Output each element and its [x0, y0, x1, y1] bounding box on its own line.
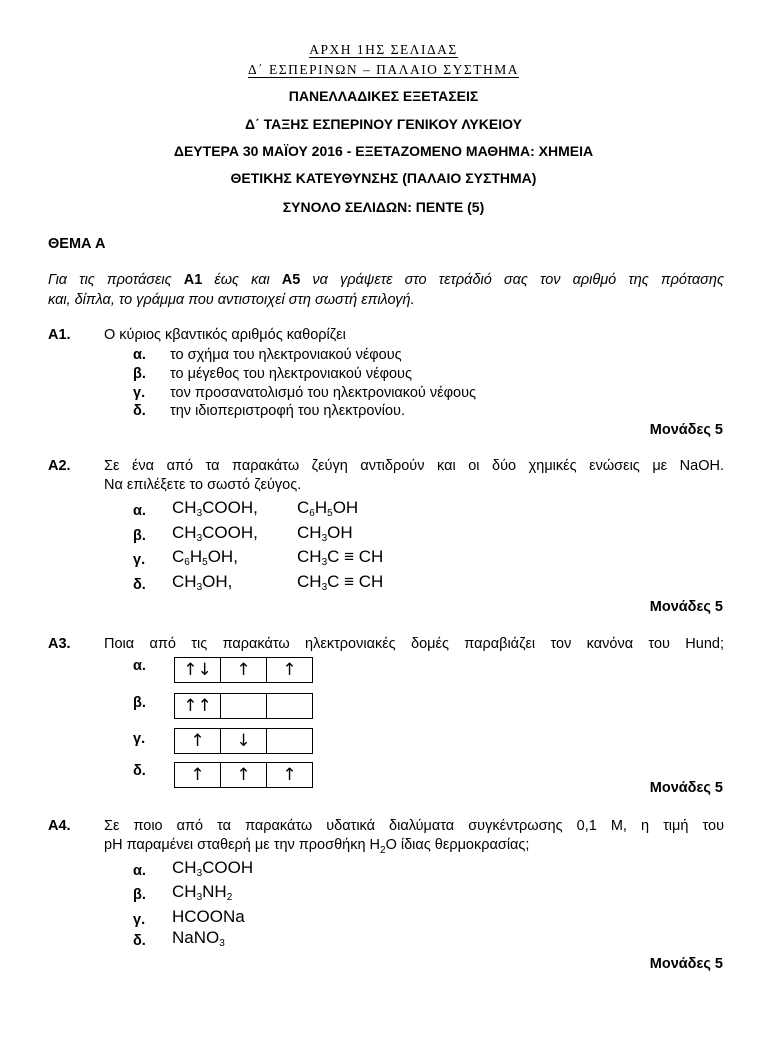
exam-track: ΘΕΤΙΚΗΣ ΚΑΤΕΥΘΥΝΣΗΣ (ΠΑΛΑΙΟ ΣΥΣΤΗΜΑ) — [230, 170, 537, 186]
option-letter: γ. — [133, 385, 146, 401]
orbital-box: ↑↑ — [175, 694, 221, 718]
formula-methanol: $CH_3OH$, — [172, 572, 233, 593]
option-letter: α. — [133, 347, 146, 363]
option-letter: β. — [133, 366, 146, 382]
option-letter: β. — [133, 887, 146, 903]
orbital-diagram-c — [174, 728, 313, 754]
question-a2-line2: Να επιλέξετε το σωστό ζεύγος. — [104, 477, 302, 493]
formula-acetic-acid: $CH_3COOH$ — [172, 858, 254, 879]
option-letter: δ. — [133, 763, 146, 779]
question-a3-label: Α3. — [48, 636, 71, 652]
option-letter: α. — [133, 658, 146, 674]
marks-a1: Μονάδες 5 — [649, 422, 723, 438]
orbital-box: ↑ — [221, 763, 267, 787]
question-a1-text: Ο κύριος κβαντικός αριθμός καθορίζει — [104, 327, 346, 343]
marks-a4: Μονάδες 5 — [649, 956, 723, 972]
orbital-box: ↓ — [221, 729, 267, 753]
orbital-box — [221, 694, 267, 718]
orbital-box: ↑ — [175, 729, 221, 753]
marks-a3: Μονάδες 5 — [649, 780, 723, 796]
option-letter: δ. — [133, 933, 146, 949]
exam-class: Δ΄ ΤΑΞΗΣ ΕΣΠΕΡΙΝΟΥ ΓΕΝΙΚΟΥ ΛΥΚΕΙΟΥ — [245, 116, 522, 132]
option-text: την ιδιοπεριστροφή του ηλεκτρονίου. — [170, 403, 405, 419]
option-letter: γ. — [133, 912, 146, 928]
option-letter: α. — [133, 863, 146, 879]
option-text: το σχήμα του ηλεκτρονιακού νέφους — [170, 347, 402, 363]
question-a3-text: Ποια από τις παρακάτω ηλεκτρονιακές δομές παραβιάζει τον κανόνα του Hund; — [104, 636, 724, 652]
instructions-line2: και, δίπλα, το γράμμα που αντιστοιχεί στη σωστή επιλογή. — [48, 292, 415, 308]
formula-methylamine: $CH_3NH_2$ — [172, 882, 233, 903]
orbital-box: ↑ — [221, 658, 267, 682]
page-header-line1: ΑΡΧΗ 1ΗΣ ΣΕΛΙΔΑΣ — [309, 42, 458, 57]
formula-propyne: $CH_3C$ ≡ CH — [297, 547, 384, 568]
option-text: το μέγεθος του ηλεκτρονιακού νέφους — [170, 366, 412, 382]
option-letter: δ. — [133, 403, 146, 419]
exam-page-count: ΣΥΝΟΛΟ ΣΕΛΙΔΩΝ: ΠΕΝΤΕ (5) — [282, 199, 485, 215]
orbital-box — [267, 694, 312, 718]
formula-sodium-formate: HCOONa — [172, 907, 245, 926]
orbital-box: ↑ — [175, 763, 221, 787]
option-letter: γ. — [133, 731, 146, 747]
option-letter: α. — [133, 503, 146, 519]
instructions-line1: Για τις προτάσεις Α1 έως και Α5 να γράψετε στο τετράδιό σας τον αριθμό της πρότασης — [48, 272, 725, 288]
formula-sodium-nitrate: NaNO$_3$ — [172, 928, 225, 949]
question-a4-label: Α4. — [48, 818, 71, 834]
option-text: τον προσανατολισμό του ηλεκτρονιακού νέφους — [170, 385, 476, 401]
question-a1-label: Α1. — [48, 327, 71, 343]
question-a2-line1: Σε ένα από τα παρακάτω ζεύγη αντιδρούν και οι δύο χημικές ενώσεις με NaOH. — [104, 458, 724, 474]
orbital-box: ↑ — [282, 765, 297, 785]
orbital-box: ↑ — [282, 660, 297, 680]
option-letter: δ. — [133, 577, 146, 593]
exam-date-subject: ΔΕΥΤΕΡΑ 30 ΜΑΪΟΥ 2016 - ΕΞΕΤΑΖΟΜΕΝΟ ΜΑΘΗΜΑ: ΧΗΜΕΙΑ — [173, 143, 594, 159]
exam-title: ΠΑΝΕΛΛΑΔΙΚΕΣ ΕΞΕΤΑΣΕΙΣ — [288, 88, 479, 104]
option-letter: β. — [133, 528, 146, 544]
formula-acetic-acid: $CH_3COOH$, — [172, 498, 258, 519]
page-header-line2: Δ΄ ΕΣΠΕΡΙΝΩΝ – ΠΑΛΑΙΟ ΣΥΣΤΗΜΑ — [247, 62, 520, 77]
option-letter: β. — [133, 695, 146, 711]
formula-propyne: $CH_3C$ ≡ CH — [297, 572, 384, 593]
orbital-box: ↑↓ — [175, 658, 221, 682]
marks-a2: Μονάδες 5 — [649, 599, 723, 615]
orbital-diagram-d — [174, 762, 313, 788]
option-letter: γ. — [133, 552, 146, 568]
orbital-diagram-a — [174, 657, 313, 683]
orbital-diagram-b — [174, 693, 313, 719]
orbital-box — [267, 729, 312, 753]
section-title: ΘΕΜΑ Α — [48, 236, 106, 252]
question-a4-line2: pH παραμένει σταθερή με την προσθήκη $H_2O$ ίδιας θερμοκρασίας; — [104, 837, 530, 856]
formula-methanol: $CH_3OH$ — [297, 523, 353, 544]
formula-phenol: $C_6H_5OH$ — [297, 498, 359, 519]
question-a4-line1: Σε ποιο από τα παρακάτω υδατικά διαλύματα συγκέντρωσης 0,1 Μ, η τιμή του — [104, 818, 724, 834]
formula-phenol: $C_6H_5OH$, — [172, 547, 238, 568]
formula-acetic-acid: $CH_3COOH$, — [172, 523, 258, 544]
question-a2-label: Α2. — [48, 458, 71, 474]
